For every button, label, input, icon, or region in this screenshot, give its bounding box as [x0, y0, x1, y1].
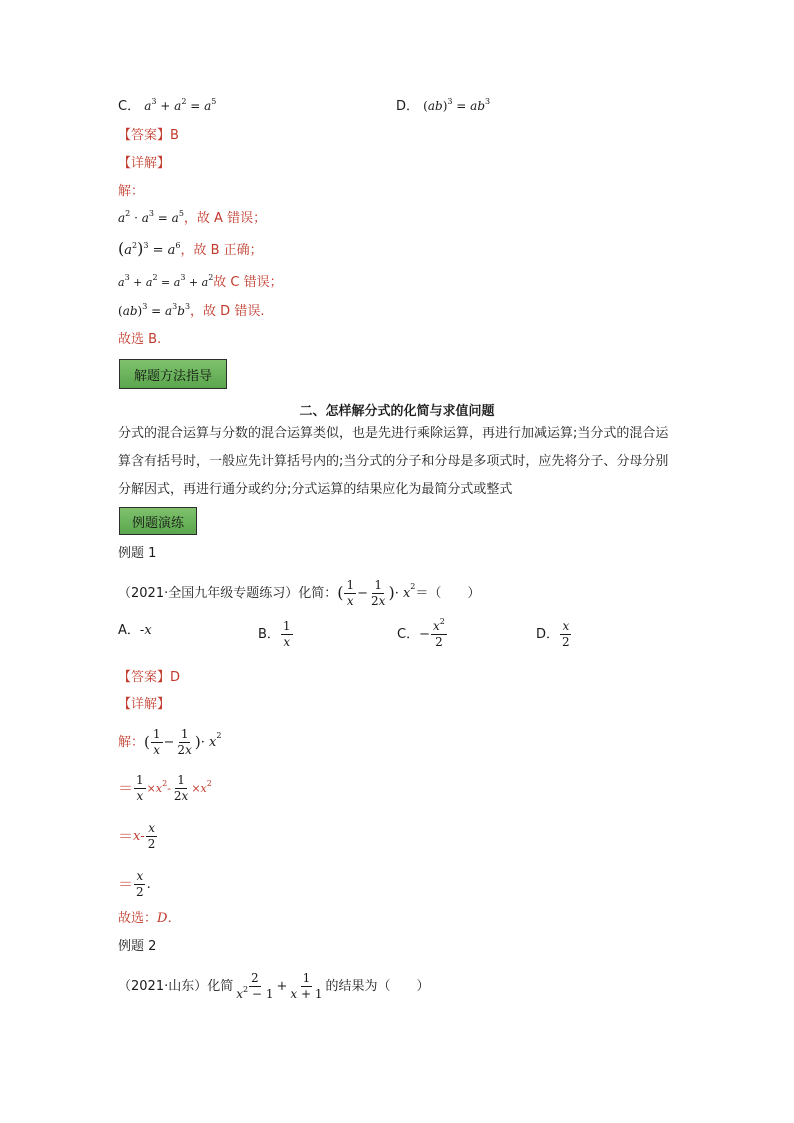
step4-formula: $\frac{x}{2}$ . — [136, 869, 151, 899]
formula-b: $(a^2)^3 = a^6$ — [118, 239, 181, 258]
example1-title: 例题 1 — [118, 546, 157, 561]
option-c: C． $a^3 + a^2 = a^5$ — [118, 97, 217, 114]
example1-choose: 故选：D． — [118, 911, 181, 926]
example1-answer: 【答案】D — [118, 670, 181, 685]
method-guide-badge: 解题方法指导 — [119, 359, 227, 389]
section-paragraph: 分式的混合运算与分数的混合运算类似，也是先进行乘除运算，再进行加减运算;当分式的混合运算含有括号时，一般应先计算括号内的;当分式的分子和分母是多项式时，应先将分子、分母分别分解因式，再进行通分或约分;分式运算的结果应化为最简分式或整式 — [118, 426, 669, 497]
example-practice-badge: 例题演练 — [119, 507, 197, 535]
example2-question-formula: $\frac{2}{x^2 - 1}$ + $\frac{1}{x + 1}$ — [236, 971, 323, 1001]
formula-a: $a^2 \cdot a^3 = a^5$ — [118, 209, 184, 225]
option-d: D． $(ab)^3 = ab^3$ — [396, 97, 491, 114]
answer-label: 【答案】B — [118, 128, 179, 143]
section-title: 二、怎样解分式的化简与求值问题 — [299, 404, 495, 419]
example1-option-d: D． $\frac{x}{2}$ — [536, 619, 570, 649]
example1-step4: ＝ $\frac{x}{2}$ . — [118, 869, 151, 899]
step3-formula: x- $\frac{x}{2}$ — [133, 821, 156, 851]
formula-d: $(ab)^3 = a^3b^3$ — [118, 302, 191, 318]
solution-line-a: $a^2 \cdot a^3 = a^5$，故 A 错误； — [118, 209, 267, 226]
option-d-formula: $(ab)^3 = ab^3$ — [423, 97, 491, 113]
example1-option-a: A． -x — [118, 623, 152, 638]
solution-line-d: $(ab)^3 = a^3b^3$，故 D 错误. — [118, 302, 265, 319]
example1-question-formula: ( $\frac{1}{x}$ − $\frac{1}{2x}$ ) · x $^2$ — [337, 578, 416, 608]
example1-question: （2021·全国九年级专题练习）化简： ( $\frac{1}{x}$ − $\frac{1}{2x}$ ) · x $^2$ ＝（ ） — [118, 578, 481, 608]
solve-label: 解： — [118, 184, 145, 199]
example2-question: （2021·山东）化简 $\frac{2}{x^2 - 1}$ + $\frac{1}{x + 1}$ 的结果为（ ） — [118, 971, 430, 1001]
example1-option-c: C． − $\frac{x^2}{2}$ — [397, 620, 448, 648]
solution-line-c: $a^3 + a^2 = a^3 + a^2$故 C 错误； — [118, 273, 283, 290]
option-c-value: − $\frac{x^2}{2}$ — [419, 617, 445, 649]
option-d-value: $\frac{x}{2}$ — [562, 619, 570, 649]
detail-label: 【详解】 — [118, 156, 171, 171]
choose-line: 故选 B. — [118, 332, 162, 347]
step2-formula: $\frac{1}{x}$ $\times x^2-$ $\frac{1}{2x}$ $\times x^2$ — [136, 773, 212, 803]
example1-step2: ＝ $\frac{1}{x}$ $\times x^2-$ $\frac{1}{2x}$ $\times x^2$ — [118, 773, 212, 803]
example1-step3: ＝ x- $\frac{x}{2}$ — [118, 822, 158, 850]
example1-step1: 解： ( $\frac{1}{x}$ − $\frac{1}{2x}$ ) · x $^2$ — [118, 727, 222, 757]
example1-detail: 【详解】 — [118, 697, 171, 712]
example1-option-b: B． $\frac{1}{x}$ — [258, 619, 291, 649]
solution-line-b: $(a^2)^3 = a^6$，故 B 正确； — [118, 239, 263, 258]
option-a-value: -x — [139, 623, 152, 638]
option-b-value: $\frac{1}{x}$ — [282, 619, 291, 649]
step1-formula: ( $\frac{1}{x}$ − $\frac{1}{2x}$ ) · x $^2$ — [144, 727, 222, 757]
formula-c: $a^3 + a^2 = a^3 + a^2$ — [118, 273, 214, 289]
example2-title: 例题 2 — [118, 939, 157, 954]
option-c-formula: $a^3 + a^2 = a^5$ — [144, 97, 217, 113]
